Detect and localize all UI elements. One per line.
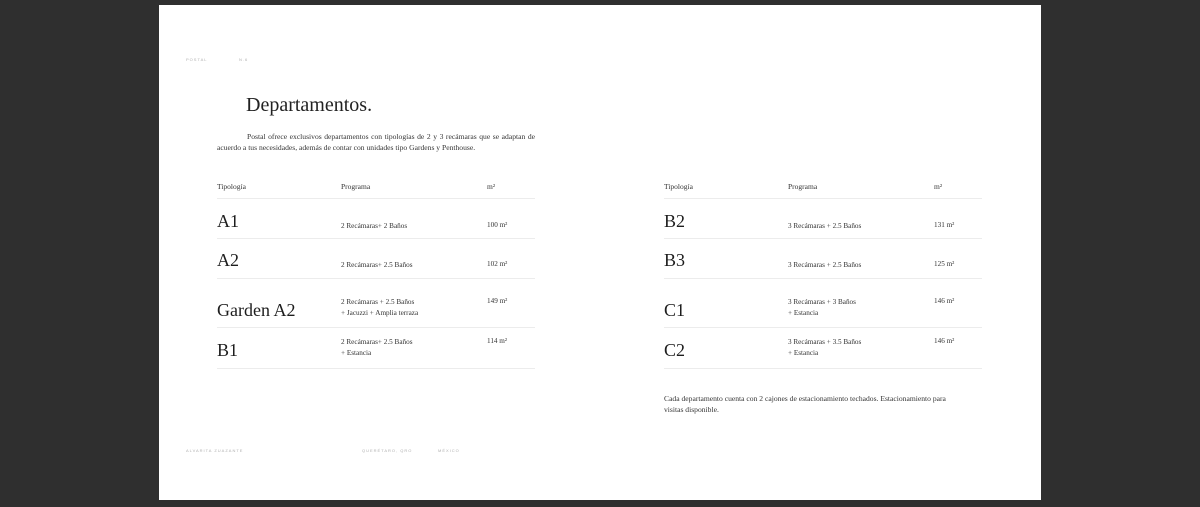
parking-note: Cada departamento cuenta con 2 cajones de estacionamiento techados. Estacionamiento para visitas disponible. <box>664 394 946 414</box>
unit-area: 149 m² <box>487 297 508 305</box>
header-programa: Programa <box>788 182 818 191</box>
footer-center: QUERÉTARO, QRO <box>362 448 413 453</box>
table-row <box>664 199 982 239</box>
table-row <box>664 328 982 369</box>
intro-paragraph: Postal ofrece exclusivos departamentos con tipologías de 2 y 3 recámaras que se adaptan de acuerdo a tus necesidades, además de contar con unidades tipo Gardens y Penthouse. <box>217 132 535 152</box>
unit-area: 146 m² <box>934 337 955 345</box>
unit-code: A2 <box>217 250 239 270</box>
units-table-right <box>664 182 982 369</box>
footer-left: ALVARITA ZUAZANTE <box>186 448 244 453</box>
unit-area: 125 m² <box>934 260 955 268</box>
table-header <box>217 182 535 199</box>
unit-code: B2 <box>664 211 686 231</box>
table-row <box>217 328 535 369</box>
unit-code: Garden A2 <box>217 300 296 320</box>
table-row <box>664 279 982 328</box>
unit-program: 3 Recámaras + 3.5 Baños + Estancia <box>788 338 862 357</box>
unit-program: 2 Recámaras+ 2.5 Baños + Estancia <box>341 338 413 357</box>
unit-area: 146 m² <box>934 297 955 305</box>
unit-program: 3 Recámaras + 3 Baños + Estancia <box>788 298 856 317</box>
footer-right: MÉXICO <box>438 448 460 453</box>
header-label: POSTAL <box>186 57 208 62</box>
unit-program: 2 Recámaras+ 2 Baños <box>341 222 408 230</box>
header-tipologia: Tipología <box>217 182 246 191</box>
header-m2: m² <box>934 182 943 191</box>
unit-code: B3 <box>664 250 686 270</box>
unit-code: C1 <box>664 300 686 320</box>
table-row <box>217 199 535 239</box>
table-row <box>217 279 535 328</box>
unit-program: 3 Recámaras + 2.5 Baños <box>788 261 862 269</box>
page-title: Departamentos. <box>246 94 373 116</box>
unit-program: 2 Recámaras + 2.5 Baños + Jacuzzi + Amplia terraza <box>341 298 419 317</box>
header-programa: Programa <box>341 182 371 191</box>
unit-area: 102 m² <box>487 260 508 268</box>
unit-area: 131 m² <box>934 221 955 229</box>
unit-program: 3 Recámaras + 2.5 Baños <box>788 222 862 230</box>
header-page-number: N.6 <box>239 57 249 62</box>
unit-code: A1 <box>217 211 239 231</box>
header-tipologia: Tipología <box>664 182 693 191</box>
unit-code: B1 <box>217 340 239 360</box>
header-m2: m² <box>487 182 496 191</box>
document-page <box>159 5 1041 500</box>
table-row <box>217 239 535 279</box>
table-row <box>664 239 982 279</box>
table-header <box>664 182 982 199</box>
unit-area: 114 m² <box>487 337 508 345</box>
unit-area: 100 m² <box>487 221 508 229</box>
unit-code: C2 <box>664 340 686 360</box>
unit-program: 2 Recámaras+ 2.5 Baños <box>341 261 413 269</box>
units-table-left <box>217 182 535 369</box>
